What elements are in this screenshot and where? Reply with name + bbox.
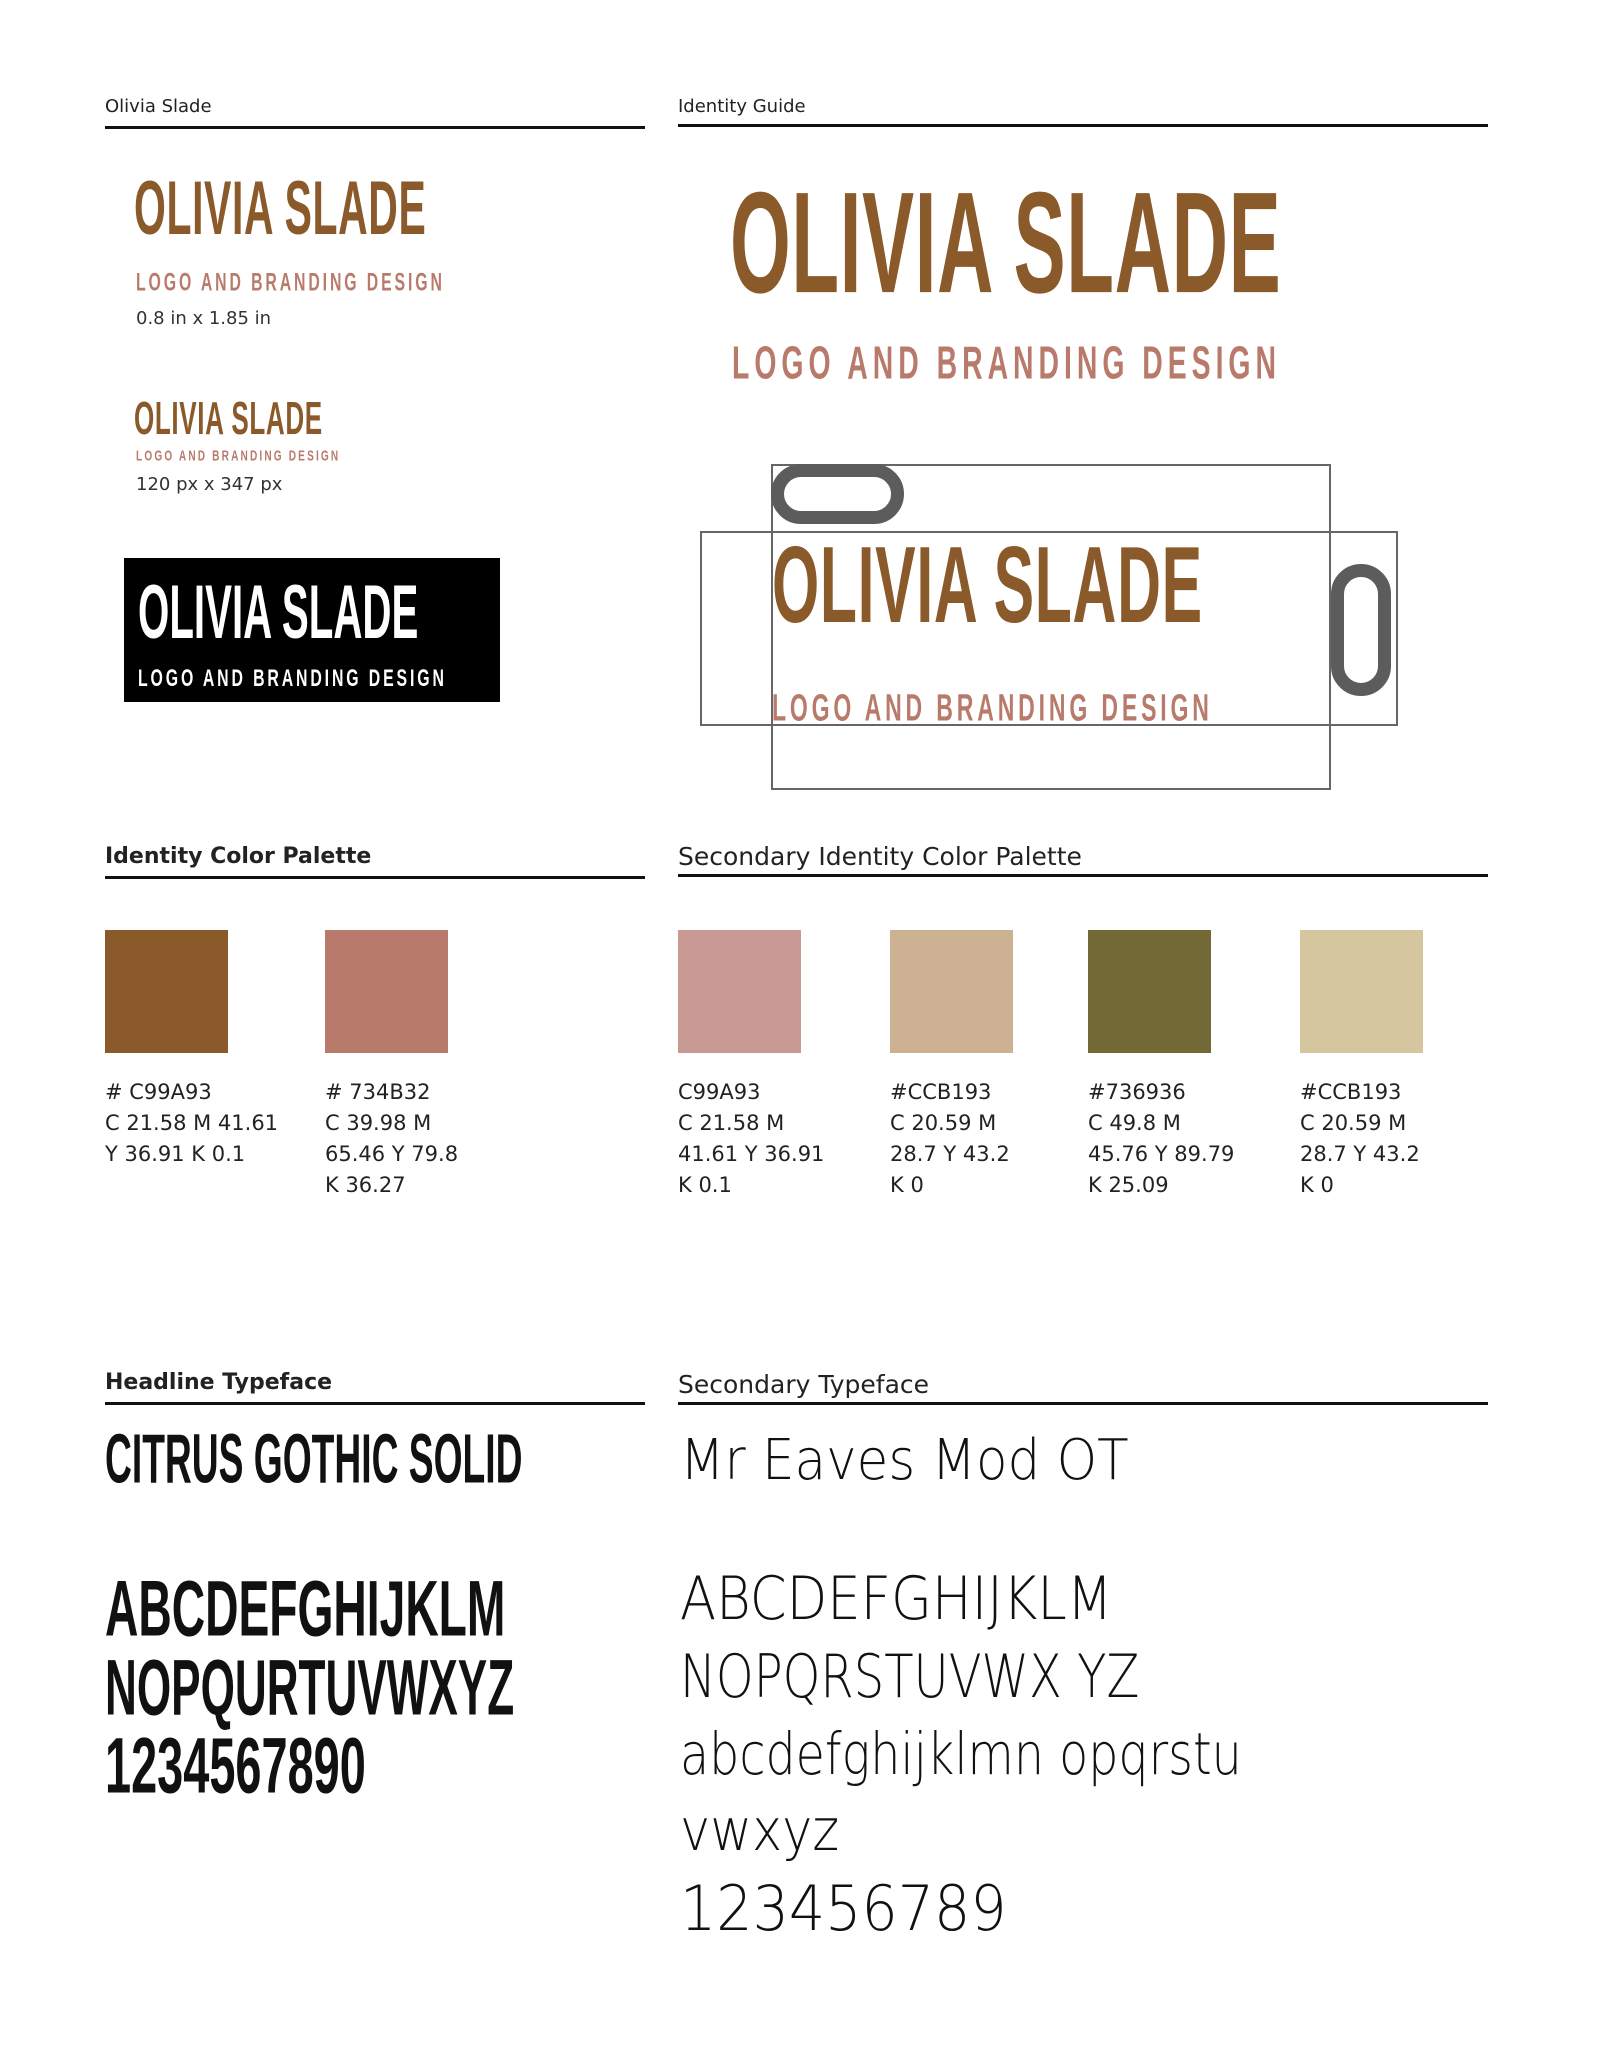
headline-typeface-header: Headline Typeface [105, 1370, 333, 1395]
color-spec: # C99A93 C 21.58 M 41.61 Y 36.91 K 0.1 [105, 1080, 279, 1166]
logo-tagline: LOGO AND BRANDING DESIGN [772, 686, 1213, 730]
logo-tagline: LOGO AND BRANDING DESIGN [732, 338, 1281, 389]
color-swatch [890, 930, 1013, 1053]
secondary-digits: 123456789 [680, 1872, 1007, 1945]
logo-tagline: LOGO AND BRANDING DESIGN [138, 664, 447, 692]
color-spec: #CCB193 C 20.59 M 28.7 Y 43.2 K 0 [890, 1080, 1010, 1197]
divider [105, 126, 645, 129]
size-note-print: 0.8 in x 1.85 in [136, 308, 272, 329]
logo-wordmark: OLIVIA SLADE [134, 392, 323, 444]
secondary-typeface-name: Mr Eaves Mod OT [680, 1428, 1129, 1493]
color-swatch [325, 930, 448, 1053]
divider [678, 124, 1488, 127]
headline-digits: 1234567890 [105, 1722, 366, 1810]
clear-space-diagram [700, 464, 1400, 794]
identity-palette-header: Identity Color Palette [105, 844, 372, 869]
logo-wordmark: OLIVIA SLADE [134, 165, 427, 251]
size-note-web: 120 px x 347 px [136, 474, 283, 495]
color-swatch [105, 930, 228, 1053]
color-spec: C99A93 C 21.58 M 41.61 Y 36.91 K 0.1 [678, 1080, 825, 1197]
clear-space-marker-top [771, 464, 904, 524]
brand-name-header: Olivia Slade [105, 96, 212, 117]
secondary-palette-header: Secondary Identity Color Palette [678, 842, 1082, 871]
logo-tagline: LOGO AND BRANDING DESIGN [136, 268, 445, 296]
logo-variant-large [134, 164, 494, 304]
color-swatch [678, 930, 801, 1053]
secondary-typeface-header: Secondary Typeface [678, 1370, 930, 1399]
color-swatch [1300, 930, 1423, 1053]
logo-variant-medium [134, 392, 384, 472]
secondary-lowercase-line2: vwxyz [680, 1796, 840, 1864]
color-spec: #736936 C 49.8 M 45.76 Y 89.79 K 25.09 [1088, 1080, 1235, 1197]
secondary-uppercase-line2: NOPQRSTUVWX YZ [680, 1642, 1140, 1712]
logo-wordmark: OLIVIA SLADE [772, 525, 1203, 646]
logo-tagline: LOGO AND BRANDING DESIGN [136, 447, 341, 464]
color-swatch [1088, 930, 1211, 1053]
divider [105, 876, 645, 879]
divider [678, 874, 1488, 877]
logo-primary [730, 160, 1390, 390]
headline-typeface-name: CITRUS GOTHIC SOLID [105, 1421, 523, 1499]
headline-uppercase-line1: ABCDEFGHIJKLM [105, 1565, 506, 1653]
logo-wordmark: OLIVIA SLADE [730, 162, 1282, 323]
color-spec: # 734B32 C 39.98 M 65.46 Y 79.8 K 36.27 [325, 1080, 459, 1197]
divider [105, 1402, 645, 1405]
secondary-uppercase-line1: ABCDEFGHIJKLM [680, 1564, 1113, 1634]
logo-wordmark: OLIVIA SLADE [138, 569, 419, 655]
divider [678, 1402, 1488, 1405]
color-spec: #CCB193 C 20.59 M 28.7 Y 43.2 K 0 [1300, 1080, 1420, 1197]
clear-space-marker-right [1331, 564, 1391, 696]
logo-variant-inverse [124, 558, 500, 702]
secondary-lowercase-line1: abcdefghijklmn opqrstu [680, 1720, 1242, 1788]
identity-guide-header: Identity Guide [678, 96, 806, 117]
headline-uppercase-line2: NOPQURTUVWXYZ [105, 1644, 515, 1732]
